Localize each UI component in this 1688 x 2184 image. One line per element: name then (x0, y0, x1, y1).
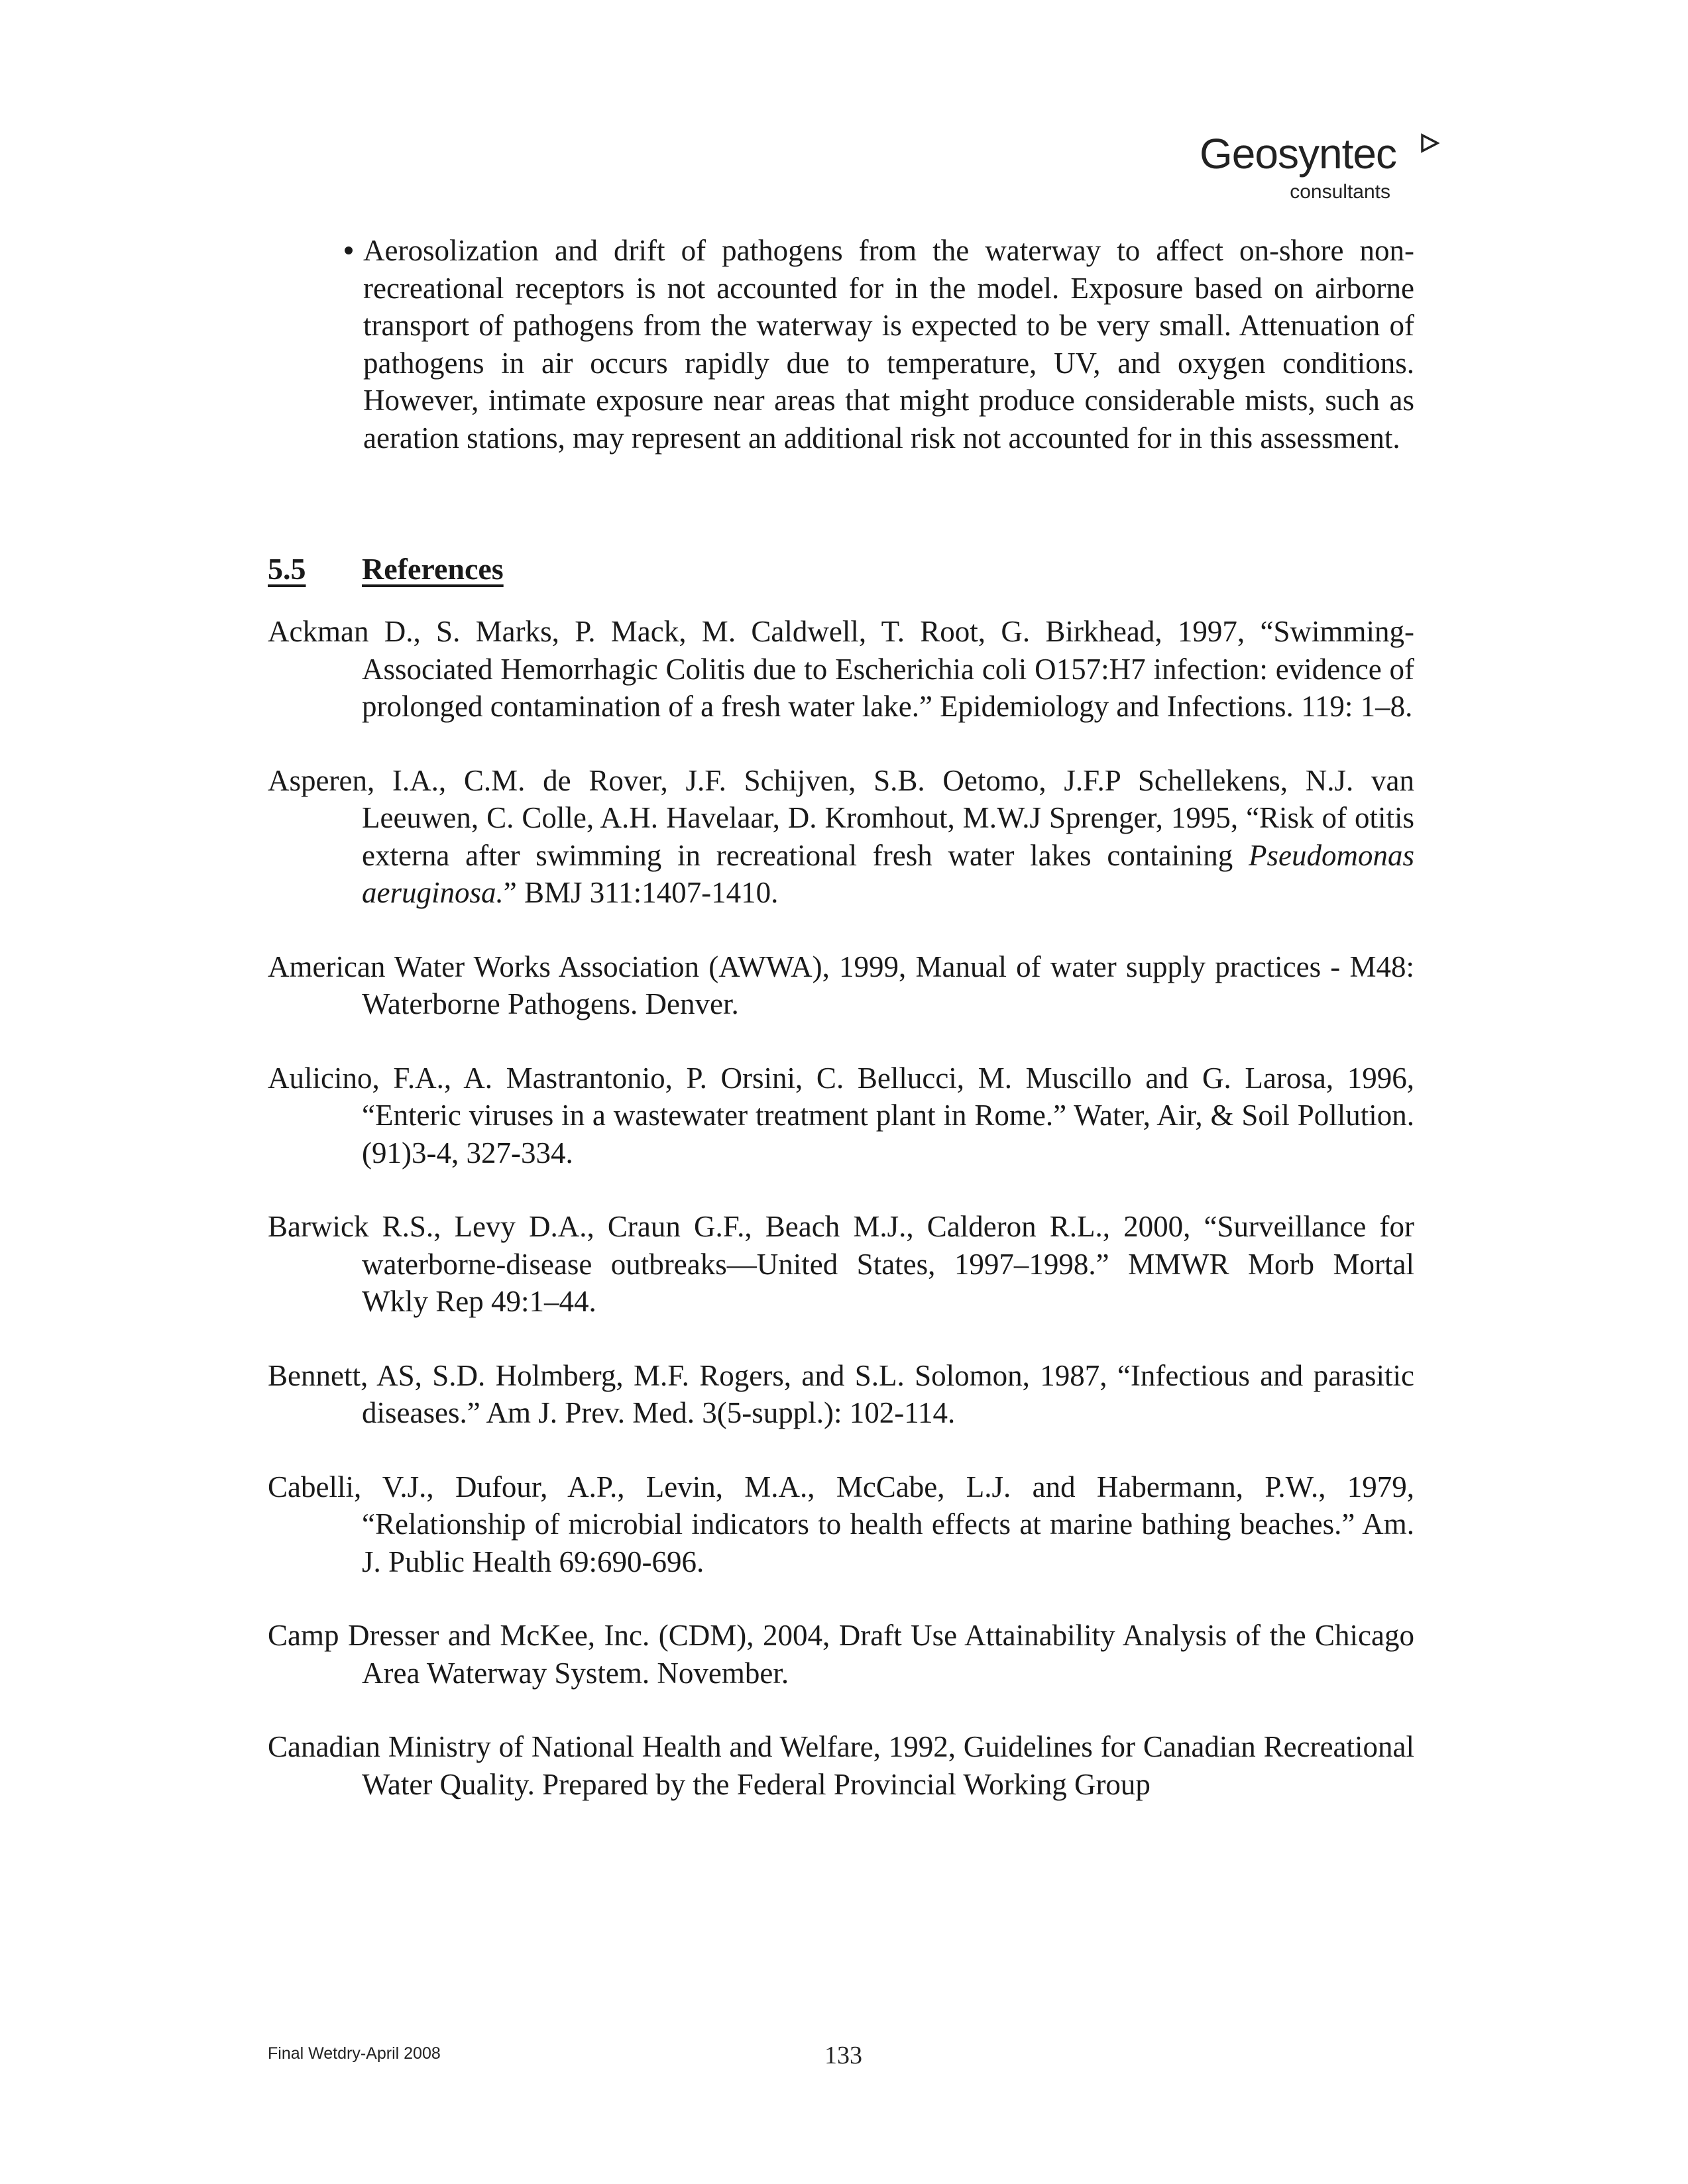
bullet-text: Aerosolization and drift of pathogens from the waterway to affect on-shore non-recreational receptors is not accounted for in the model. Exposure based on airborne transport of pathogens from the waterway is expected to be very small. Attenuation of pathogens in air occurs rapidly due to temperature, UV, and oxygen conditions. However, intimate exposure near areas that might produce considerable mists, such as aeration stations, may represent an additional risk not accounted for in this assessment. (363, 234, 1414, 455)
reference-italic-text: Pseudomonas aeruginosa. (362, 838, 1414, 909)
section-number: 5.5 (268, 552, 306, 586)
reference-list (268, 613, 1414, 1839)
section-title: References (362, 552, 504, 586)
logo-subtitle: consultants (1290, 181, 1390, 203)
logo-name: Geosyntec (1200, 130, 1396, 178)
geosyntec-logo (1200, 129, 1425, 215)
reference-item: Canadian Ministry of National Health and Welfare, 1992, Guidelines for Canadian Recreational Water Quality. Prepared by the Federal Provincial Working Group (268, 1730, 1414, 1801)
bullet-dot-icon (345, 246, 353, 254)
logo-triangle-icon (1420, 133, 1439, 153)
reference-item: Barwick R.S., Levy D.A., Craun G.F., Beach M.J., Calderon R.L., 2000, “Surveillance for waterborne-disease outbreaks—United States, 1997–1998.” MMWR Morb Mortal Wkly Rep 49:1–44. (268, 1210, 1414, 1318)
reference-text: Asperen, I.A., C.M. de Rover, J.F. Schijven, S.B. Oetomo, J.F.P Schellekens, N.J. van Leeuwen, C. Colle, A.H. Havelaar, D. Kromhout, M.W.J Sprenger, 1995, “Risk of otitis externa after swimming in recreational fresh water lakes containing (268, 763, 1414, 872)
reference-item: Aulicino, F.A., A. Mastrantonio, P. Orsini, C. Bellucci, M. Muscillo and G. Larosa, 1996, “Enteric viruses in a wastewater treatment plant in Rome.” Water, Air, & Soil Pollution. (91)3-4, 327-334. (268, 1061, 1414, 1170)
footer-document-label: Final Wetdry-April 2008 (268, 2044, 441, 2063)
page-number: 133 (824, 2042, 862, 2069)
reference-item: American Water Works Association (AWWA), 1999, Manual of water supply practices - M48: Waterborne Pathogens. Denver. (268, 950, 1414, 1020)
reference-text: ” BMJ 311:1407-1410. (503, 876, 779, 909)
reference-item: Cabelli, V.J., Dufour, A.P., Levin, M.A., McCabe, L.J. and Habermann, P.W., 1979, “Relationship of microbial indicators to health effects at marine bathing beaches.” Am. J. Public Health 69:690-696. (268, 1470, 1414, 1578)
reference-item: Ackman D., S. Marks, P. Mack, M. Caldwell, T. Root, G. Birkhead, 1997, “Swimming-Associated Hemorrhagic Colitis due to Escherichia coli O157:H7 infection: evidence of prolonged contamination of a fresh water lake.” Epidemiology and Infections. 119: 1–8. (268, 615, 1414, 723)
bullet-item (363, 232, 1414, 457)
reference-item: Bennett, AS, S.D. Holmberg, M.F. Rogers, and S.L. Solomon, 1987, “Infectious and parasitic diseases.” Am J. Prev. Med. 3(5-suppl.): 102-114. (268, 1358, 1414, 1429)
section-heading (268, 551, 504, 586)
reference-item (268, 762, 1414, 912)
reference-item: Camp Dresser and McKee, Inc. (CDM), 2004, Draft Use Attainability Analysis of the Chicago Area Waterway System. November. (268, 1619, 1414, 1690)
